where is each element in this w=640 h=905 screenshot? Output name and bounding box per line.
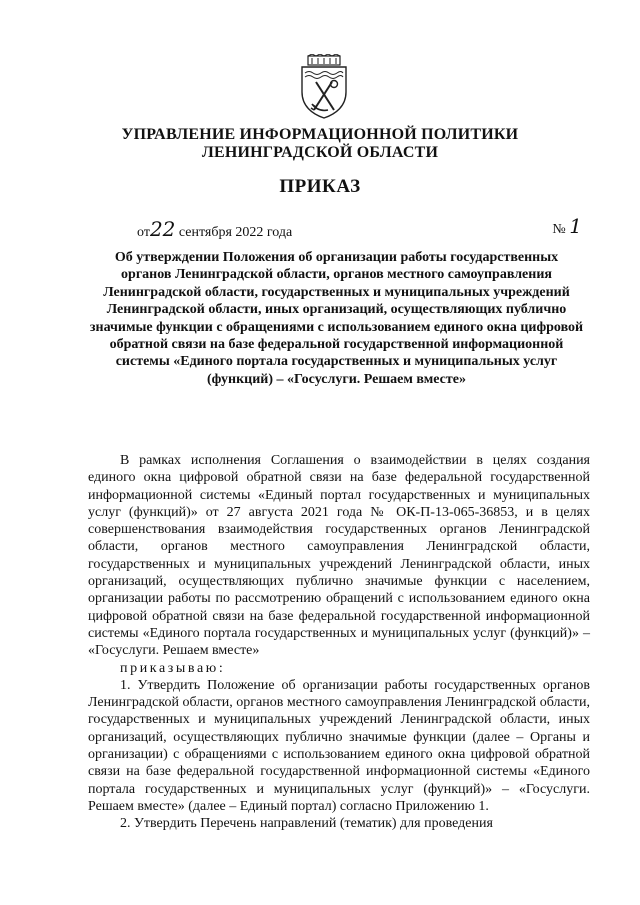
number-handwritten: 1 (569, 214, 582, 238)
number-prefix: № (552, 222, 566, 237)
item-2-paragraph: 2. Утвердить Перечень направлений (тематик) для проведения (120, 816, 493, 832)
organization-line-2: ЛЕНИНГРАДСКОЙ ОБЛАСТИ (201, 144, 439, 161)
order-number (552, 214, 582, 238)
order-title: Об утверждении Положения об организации работы государственных органов Ленинградской области, органов местного самоуправления Ленинградской области, государственных и муниципальных учреждений Ленинградской области, иных организаций, осуществляющих публично значимые функции с обращениями с использованием единого окна цифровой обратной связи на базе федеральной государственной информационной системы «Единого портала государственных и муниципальных услуг (функций) – «Госуслуги. Решаем вместе» (89, 250, 584, 387)
order-word: приказываю: (120, 660, 226, 676)
order-date (137, 217, 292, 241)
document-type: ПРИКАЗ (279, 176, 361, 197)
item-1-paragraph: 1. Утвердить Положение об организации работы государственных органов Ленинградской области, органов местного самоуправления Ленинградской области, государственных и муниципальных учреждений Ленинградской области, иных организаций, осуществляющих публично значимые функции (далее – Органы и организации) с обращениями с использованием единого окна цифровой обратной связи на базе федеральной государственной информационной системы «Единого портала государственных и муниципальных услуг (функций)» – «Госуслуги. Решаем вместе» (далее – Единый портал) согласно Приложению 1. (88, 677, 590, 814)
date-prefix: от (137, 225, 150, 240)
preamble-paragraph: В рамках исполнения Соглашения о взаимодействии в целях создания единого окна цифровой обратной связи на базе федеральной государственной информационной системы «Единый портал государственных и муниципальных услуг (функций)» от 27 августа 2021 года № ОК-П-13-065-36853, и в целях совершенствования взаимодействия государственных органов Ленинградской области, органов местного самоуправления Ленинградской области, государственных и муниципальных учреждений Ленинградской области, иных организаций, осуществляющих публично значимые функции с населением, организации работы по рассмотрению обращений с использованием единого окна цифровой обратной связи на базе федеральной государственной информационной системы «Единого портала государственных и муниципальных услуг (функций)» – «Госуслуги. Решаем вместе» (88, 453, 590, 659)
date-day-handwritten: 22 (149, 217, 176, 241)
date-rest: сентября 2022 года (175, 225, 293, 240)
coat-of-arms-icon (298, 54, 350, 120)
organization-name (0, 126, 640, 162)
order-body (88, 452, 590, 833)
organization-line-1: УПРАВЛЕНИЕ ИНФОРМАЦИОННОЙ ПОЛИТИКИ (121, 126, 519, 143)
